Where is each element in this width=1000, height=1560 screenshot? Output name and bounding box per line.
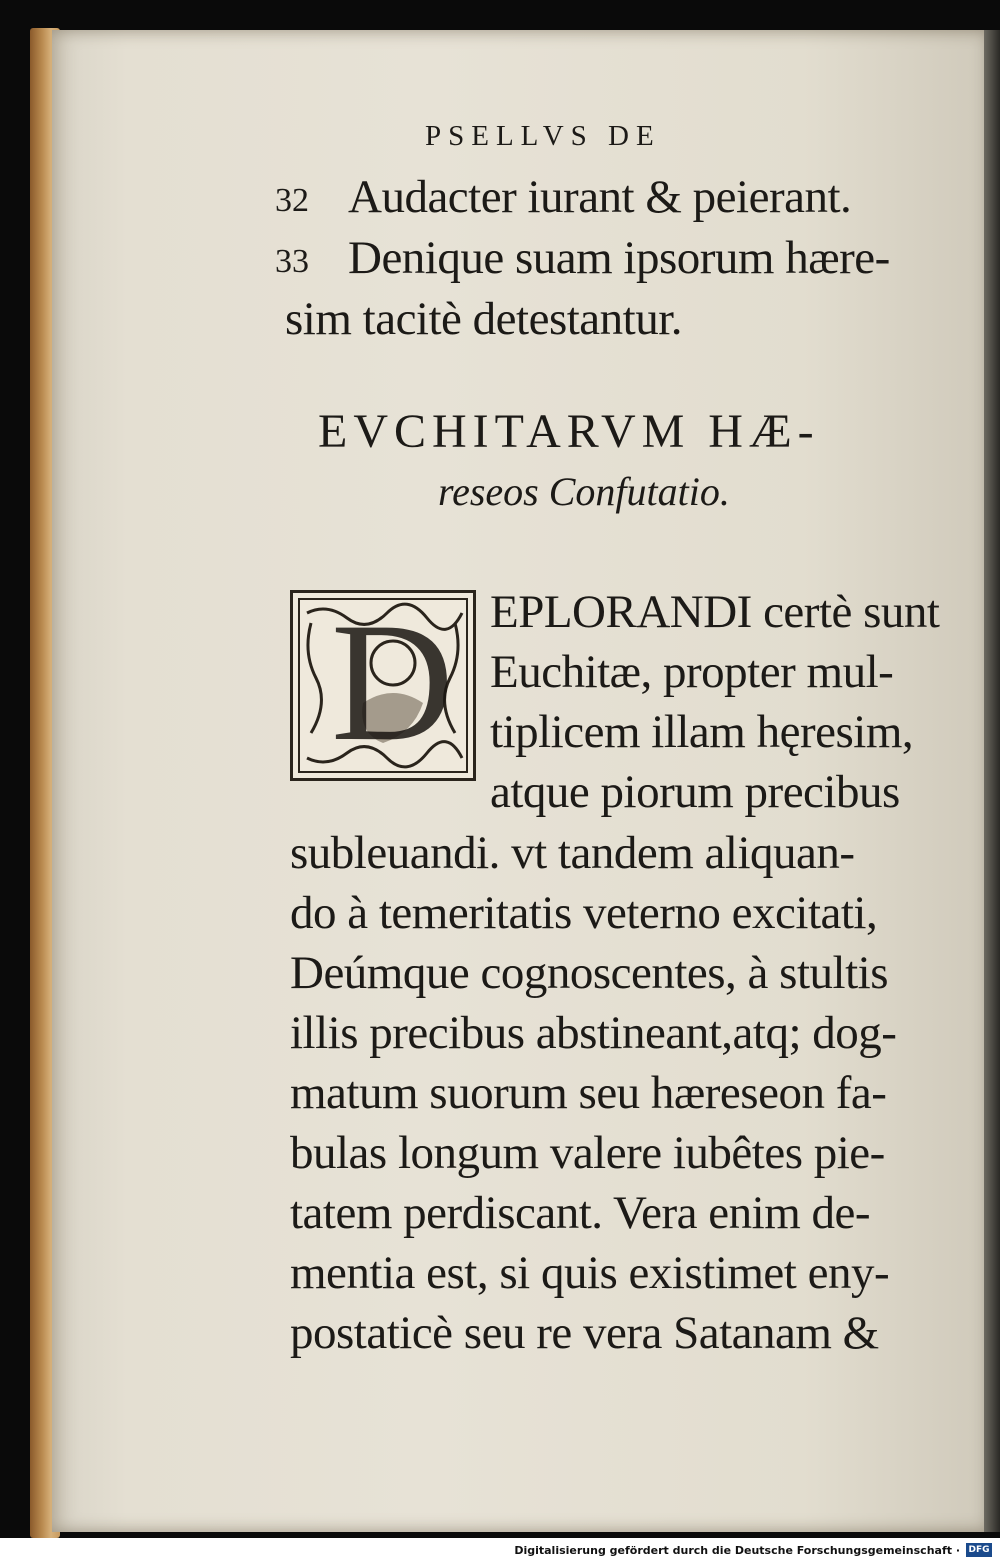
text-line: postaticè seu re vera Satanam & [290,1307,879,1359]
footer-credit: Digitalisierung gefördert durch die Deutsche Forschungsgemeinschaft · [514,1544,960,1557]
text-line: bulas longum valere iubêtes pie- [290,1127,885,1179]
initial-letter: D [331,588,454,776]
decorated-initial [290,590,476,781]
dfg-logo-icon: DFG [966,1543,992,1557]
text-line: Denique suam ipsorum hære- [348,232,890,284]
running-head: PSELLVS DE [425,120,661,152]
text-line: do à temeritatis veterno excitati, [290,887,878,939]
section-subheading: reseos Confutatio. [438,469,730,514]
text-line: illis precibus abstineant,atq; dog- [290,1007,897,1059]
text-line: sim tacitè detestantur. [285,293,683,345]
section-heading: EVCHITARVM HÆ- [318,405,820,458]
text-line: tatem perdiscant. Vera enim de- [290,1187,871,1239]
text-line: mentia est, si quis existimet eny- [290,1247,890,1299]
line-number: 32 [275,182,309,219]
line-number: 33 [275,243,309,280]
text-line: matum suorum seu hæreseon fa- [290,1067,887,1119]
text-line: Euchitæ, propter mul- [490,646,894,698]
text-line: EPLORANDI certè sunt [490,586,940,638]
text-line: subleuandi. vt tandem aliquan- [290,827,855,879]
page-shadow-edge [984,30,1000,1532]
text-line: Audacter iurant & peierant. [348,171,852,223]
text-line: Deúmque cognoscentes, à stultis [290,947,888,999]
text-line: atque piorum precibus [490,766,900,818]
footer-bar [0,1538,1000,1560]
text-line: tiplicem illam hęresim, [490,706,914,758]
